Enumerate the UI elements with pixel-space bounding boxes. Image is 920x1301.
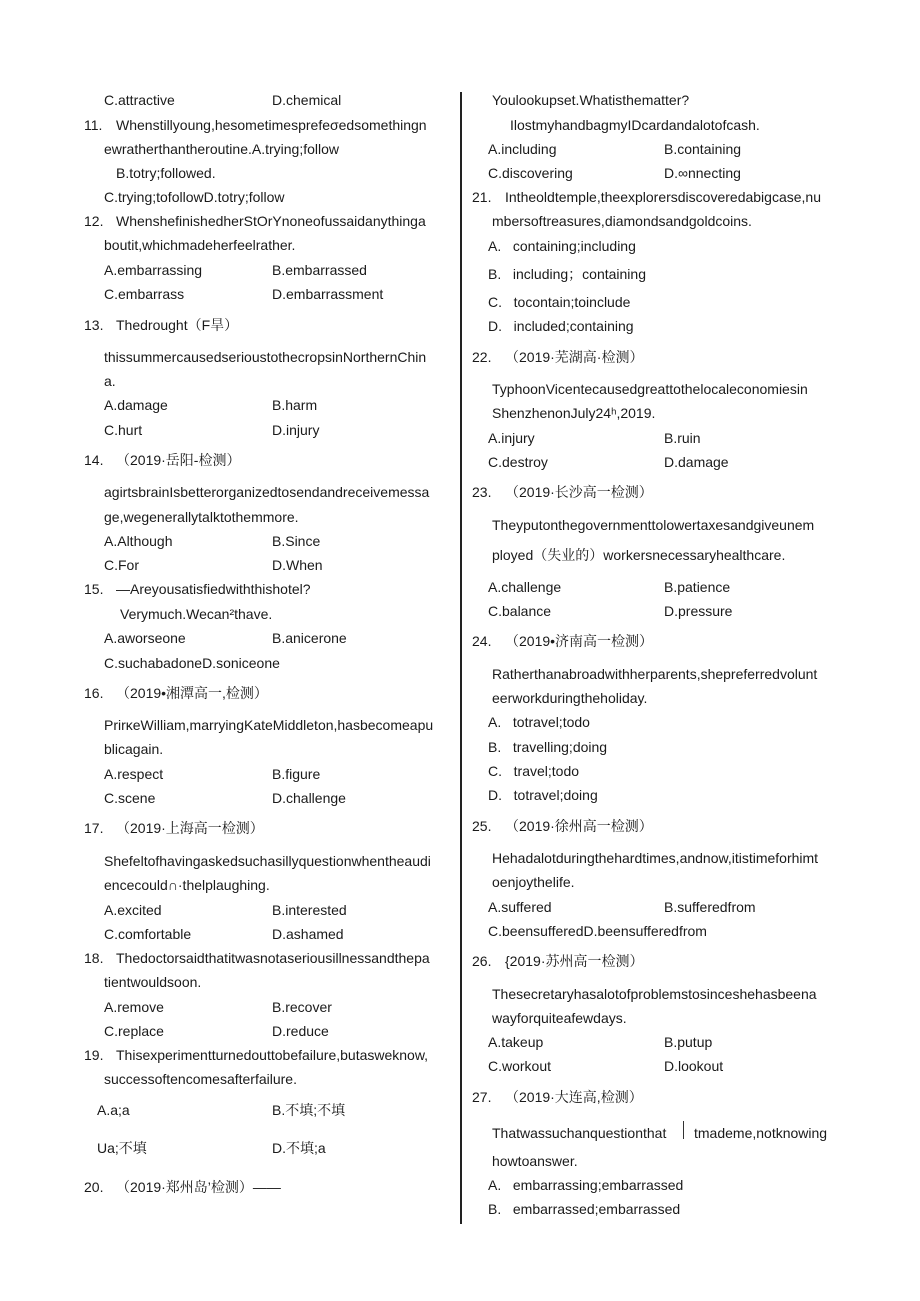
q20-source: （2019·郑州岛’检测）—— bbox=[116, 1179, 281, 1195]
q13-text-3: a. bbox=[104, 373, 116, 389]
q16-option-b[interactable]: B.figure bbox=[272, 766, 321, 782]
q25-number: 25. bbox=[472, 818, 492, 834]
q27-blank-mark bbox=[683, 1121, 684, 1139]
q15-option-a[interactable]: A.aworseone bbox=[104, 630, 186, 646]
q16-option-a[interactable]: A.respect bbox=[104, 766, 164, 782]
q18-text-2: tientwouldsoon. bbox=[104, 974, 202, 990]
q12-option-b[interactable]: B.embarrassed bbox=[272, 262, 367, 278]
q15-options-cd[interactable]: C.suchabadoneD.soniceone bbox=[104, 655, 280, 671]
q11-text-2: ewratherthantheroutine.A.trying;follow bbox=[104, 141, 340, 157]
q21-number: 21. bbox=[472, 189, 492, 205]
q17-text-2: encecould∩·thelplaughing. bbox=[104, 877, 270, 893]
q18-number: 18. bbox=[84, 950, 104, 966]
q20-option-c[interactable]: C.discovering bbox=[488, 165, 573, 181]
q24-source: （2019•济南高一检测） bbox=[505, 633, 654, 649]
q17-text-1: Shefeltofhavingaskedsuchasillyquestionwhentheaudi bbox=[104, 853, 431, 869]
q22-text-1: TyphoonVicentecausedgreattothelocaleconomiesin bbox=[492, 381, 808, 397]
q20-option-a[interactable]: A.including bbox=[488, 141, 557, 157]
q23-text-2: ployed（失业的）workersnecessaryhealthcare. bbox=[492, 547, 786, 563]
q16-text-1: PrirκeWilliam,marryingKateMiddleton,hasbecomeapu bbox=[104, 717, 434, 733]
q16-option-d[interactable]: D.challenge bbox=[272, 790, 346, 806]
q14-option-b[interactable]: B.Since bbox=[272, 533, 321, 549]
q23-option-a[interactable]: A.challenge bbox=[488, 579, 562, 595]
q14-number: 14. bbox=[84, 452, 104, 468]
q17-option-a[interactable]: A.excited bbox=[104, 902, 162, 918]
q15-text-1: —Areyousatisfiedwiththishotel? bbox=[116, 581, 311, 597]
q25-text-1: Hehadalotduringthehardtimes,andnow,itistimeforhimt bbox=[492, 850, 819, 866]
q17-option-c[interactable]: C.comfortable bbox=[104, 926, 192, 942]
q15-text-2: Verymuch.Wecan²thave. bbox=[120, 606, 273, 622]
q24-number: 24. bbox=[472, 633, 492, 649]
q23-number: 23. bbox=[472, 484, 492, 500]
q17-option-b[interactable]: B.interested bbox=[272, 902, 347, 918]
q26-text-1: Thesecretaryhasalotofproblemstosinceshehasbeena bbox=[492, 986, 817, 1002]
q11-text-1: Whenstillyoung,hesometimesprefeσedsomethingn bbox=[116, 117, 427, 133]
q25-options-cd[interactable]: C.beensufferedD.beensufferedfrom bbox=[488, 923, 707, 939]
q18-option-c[interactable]: C.replace bbox=[104, 1023, 164, 1039]
q27-source: （2019·大连高,检测） bbox=[505, 1089, 643, 1105]
q12-option-d[interactable]: D.embarrassment bbox=[272, 286, 384, 302]
q25-text-2: oenjoythelife. bbox=[492, 874, 575, 890]
q22-text-2: ShenzhenonJuly24ʰ,2019. bbox=[492, 405, 656, 421]
q19-option-a[interactable]: A.a;a bbox=[97, 1102, 130, 1118]
q18-option-a[interactable]: A.remove bbox=[104, 999, 164, 1015]
q23-option-b[interactable]: B.patience bbox=[664, 579, 731, 595]
q16-option-c[interactable]: C.scene bbox=[104, 790, 156, 806]
q25-source: （2019·徐州高一检测） bbox=[505, 818, 653, 834]
q20-option-d[interactable]: D.∞nnecting bbox=[664, 165, 741, 181]
q14-text-1: agirtsbrainIsbetterorganizedtosendandreceivemessa bbox=[104, 484, 430, 500]
q12-number: 12. bbox=[84, 213, 104, 229]
q18-option-d[interactable]: D.reduce bbox=[272, 1023, 329, 1039]
q13-text-1: Thedrought（F旱） bbox=[116, 317, 239, 333]
q16-text-2: blicagain. bbox=[104, 741, 164, 757]
column-divider bbox=[460, 92, 462, 1224]
q15-option-b[interactable]: B.anicerone bbox=[272, 630, 347, 646]
q23-option-d[interactable]: D.pressure bbox=[664, 603, 733, 619]
q21-option-d[interactable]: D. included;containing bbox=[488, 318, 634, 334]
q14-option-d[interactable]: D.When bbox=[272, 557, 323, 573]
q13-option-a[interactable]: A.damage bbox=[104, 397, 168, 413]
q24-option-d[interactable]: D. totravel;doing bbox=[488, 787, 598, 803]
q19-number: 19. bbox=[84, 1047, 104, 1063]
q19-option-d[interactable]: D.不填;a bbox=[272, 1140, 326, 1156]
q20-text-2: IlostmyhandbagmyIDcardandalotofcash. bbox=[510, 117, 760, 133]
q26-text-2: wayforquiteafewdays. bbox=[492, 1010, 627, 1026]
q24-option-b[interactable]: B. travelling;doing bbox=[488, 739, 608, 755]
q26-option-b[interactable]: B.putup bbox=[664, 1034, 713, 1050]
q20-text-1: Youlookupset.Whatisthematter? bbox=[492, 92, 690, 108]
q14-text-2: ge,wegenerallytalktothemmore. bbox=[104, 509, 299, 525]
q21-option-c[interactable]: C. tocontain;toinclude bbox=[488, 294, 631, 310]
q26-number: 26. bbox=[472, 953, 492, 969]
q19-text-1: Thisexperimentturnedouttobefailure,butasweknow, bbox=[116, 1047, 429, 1063]
q16-source: （2019•湘潭高一,检测） bbox=[116, 685, 268, 701]
q22-option-c[interactable]: C.destroy bbox=[488, 454, 548, 470]
q27-number: 27. bbox=[472, 1089, 492, 1105]
q27-option-b[interactable]: B. embarrassed;embarrassed bbox=[488, 1201, 681, 1217]
q16-number: 16. bbox=[84, 685, 104, 701]
q24-text-1: Ratherthanabroadwithherparents,shepreferredvolunt bbox=[492, 666, 818, 682]
q22-option-a[interactable]: A.injury bbox=[488, 430, 535, 446]
q25-option-a[interactable]: A.suffered bbox=[488, 899, 552, 915]
q15-number: 15. bbox=[84, 581, 104, 597]
q21-option-b[interactable]: B. including；containing bbox=[488, 266, 646, 282]
q26-option-a[interactable]: A.takeup bbox=[488, 1034, 544, 1050]
q14-option-a[interactable]: A.Although bbox=[104, 533, 173, 549]
q22-option-b[interactable]: B.ruin bbox=[664, 430, 701, 446]
q23-option-c[interactable]: C.balance bbox=[488, 603, 552, 619]
q26-option-c[interactable]: C.workout bbox=[488, 1058, 552, 1074]
q20-option-b[interactable]: B.containing bbox=[664, 141, 742, 157]
q10-option-d[interactable]: D.chemical bbox=[272, 92, 342, 108]
q27-option-a[interactable]: A. embarrassing;embarrassed bbox=[488, 1177, 684, 1193]
q12-option-a[interactable]: A.embarrassing bbox=[104, 262, 203, 278]
q27-text-1b: tmademe,notknowing bbox=[694, 1125, 828, 1141]
q13-option-b[interactable]: B.harm bbox=[272, 397, 318, 413]
q20-number: 20. bbox=[84, 1179, 104, 1195]
q17-option-d[interactable]: D.ashamed bbox=[272, 926, 344, 942]
q13-option-d[interactable]: D.injury bbox=[272, 422, 320, 438]
q12-text-2: boutit,whichmadeherfeelrather. bbox=[104, 237, 296, 253]
q12-option-c[interactable]: C.embarrass bbox=[104, 286, 185, 302]
q27-text-1a: Thatwassuchanquestionthat bbox=[492, 1125, 667, 1141]
q26-option-d[interactable]: D.lookout bbox=[664, 1058, 724, 1074]
q21-text-2: mbersoftreasures,diamondsandgoldcoins. bbox=[492, 213, 752, 229]
q13-number: 13. bbox=[84, 317, 104, 333]
q22-option-d[interactable]: D.damage bbox=[664, 454, 729, 470]
q18-text-1: Thedoctorsaidthatitwasnotaseriousillnessandthepa bbox=[116, 950, 430, 966]
q24-text-2: eerworkduringtheholiday. bbox=[492, 690, 648, 706]
q10-option-c[interactable]: C.attractive bbox=[104, 92, 175, 108]
q25-option-b[interactable]: B.sufferedfrom bbox=[664, 899, 756, 915]
q19-option-b[interactable]: B.不填;不填 bbox=[272, 1102, 346, 1118]
q13-text-2: thissummercausedserioustothecropsinNorthernChin bbox=[104, 349, 427, 365]
q21-option-a[interactable]: A. containing;including bbox=[488, 238, 636, 254]
q23-source: （2019·长沙高一检测） bbox=[505, 484, 653, 500]
q13-option-c[interactable]: C.hurt bbox=[104, 422, 143, 438]
q23-text-1: Theyputonthegovernmenttolowertaxesandgiveunem bbox=[492, 517, 815, 533]
q24-option-c[interactable]: C. travel;todo bbox=[488, 763, 580, 779]
q19-text-2: successoftencomesafterfailure. bbox=[104, 1071, 297, 1087]
q11-text-4: C.trying;tofollowD.totry;follow bbox=[104, 189, 285, 205]
q19-option-c[interactable]: Ua;不填 bbox=[97, 1140, 147, 1156]
q22-number: 22. bbox=[472, 349, 492, 365]
q14-option-c[interactable]: C.For bbox=[104, 557, 139, 573]
q17-source: （2019·上海高一检测） bbox=[116, 820, 264, 836]
q14-source: （2019·岳阳-检测） bbox=[116, 452, 241, 468]
q22-source: （2019·芜湖高·检测） bbox=[505, 349, 644, 365]
q18-option-b[interactable]: B.recover bbox=[272, 999, 332, 1015]
q11-text-3: B.totry;followed. bbox=[116, 165, 216, 181]
q12-text-1: WhenshefinishedherStOrYnoneofussaidanythinga bbox=[116, 213, 426, 229]
q21-text-1: Intheoldtemple,theexplorersdiscoveredabigcase,nu bbox=[505, 189, 821, 205]
q24-option-a[interactable]: A. totravel;todo bbox=[488, 714, 590, 730]
q26-source: {2019·苏州高一检测） bbox=[505, 953, 644, 969]
q11-number: 11. bbox=[84, 117, 103, 133]
q17-number: 17. bbox=[84, 820, 104, 836]
q27-text-2: howtoanswer. bbox=[492, 1153, 578, 1169]
